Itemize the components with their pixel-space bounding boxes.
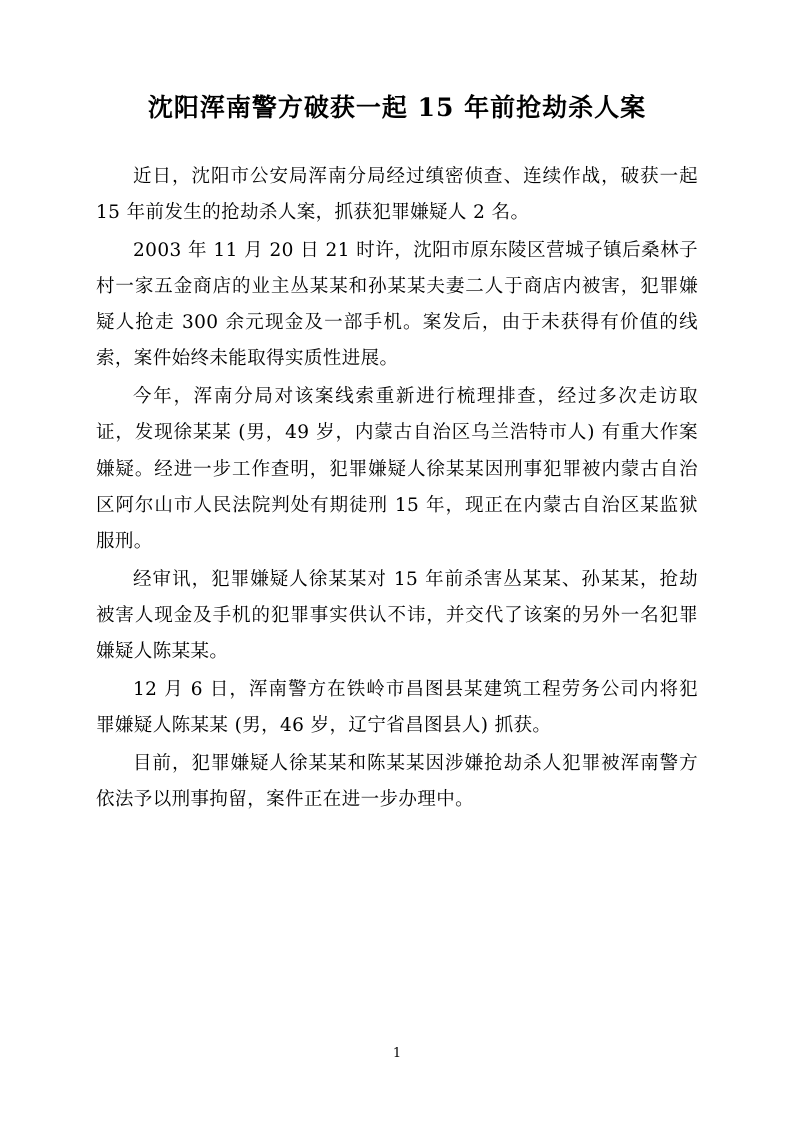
page-number: 1 (392, 1046, 402, 1061)
paragraph: 经审讯，犯罪嫌疑人徐某某对 15 年前杀害丛某某、孙某某，抢劫被害人现金及手机的犯罪事实供认不讳，并交代了该案的另外一名犯罪嫌疑人陈某某。 (96, 568, 698, 662)
paragraph: 今年，浑南分局对该案线索重新进行梳理排查，经过多次走访取证，发现徐某某 (男，49 岁，内蒙古自治区乌兰浩特市人) 有重大作案嫌疑。经进一步工作查明，犯罪嫌疑人徐某某因刑事犯罪被内蒙古自治区阿尔山市人民法院判处有期徒刑 15 年，现正在内蒙古自治区某监狱服刑。 (96, 386, 698, 552)
paragraph: 目前，犯罪嫌疑人徐某某和陈某某因涉嫌抢劫杀人犯罪被浑南警方依法予以刑事拘留，案件正在进一步办理中。 (96, 753, 698, 811)
document-body (96, 159, 698, 818)
paragraph: 12 月 6 日，浑南警方在铁岭市昌图县某建筑工程劳务公司内将犯罪嫌疑人陈某某 (男，46 岁，辽宁省昌图县人) 抓获。 (96, 678, 698, 736)
paragraph: 近日，沈阳市公安局浑南分局经过缜密侦查、连续作战，破获一起 15 年前发生的抢劫杀人案，抓获犯罪嫌疑人 2 名。 (96, 166, 698, 224)
page-title: 沈阳浑南警方破获一起 15 年前抢劫杀人案 (147, 93, 647, 122)
paragraph: 2003 年 11 月 20 日 21 时许，沈阳市原东陵区营城子镇后桑林子村一家五金商店的业主丛某某和孙某某夫妻二人于商店内被害，犯罪嫌疑人抢走 300 余元现金及一部手机。案发后，由于未获得有价值的线索，案件始终未能取得实质性进展。 (96, 240, 698, 370)
